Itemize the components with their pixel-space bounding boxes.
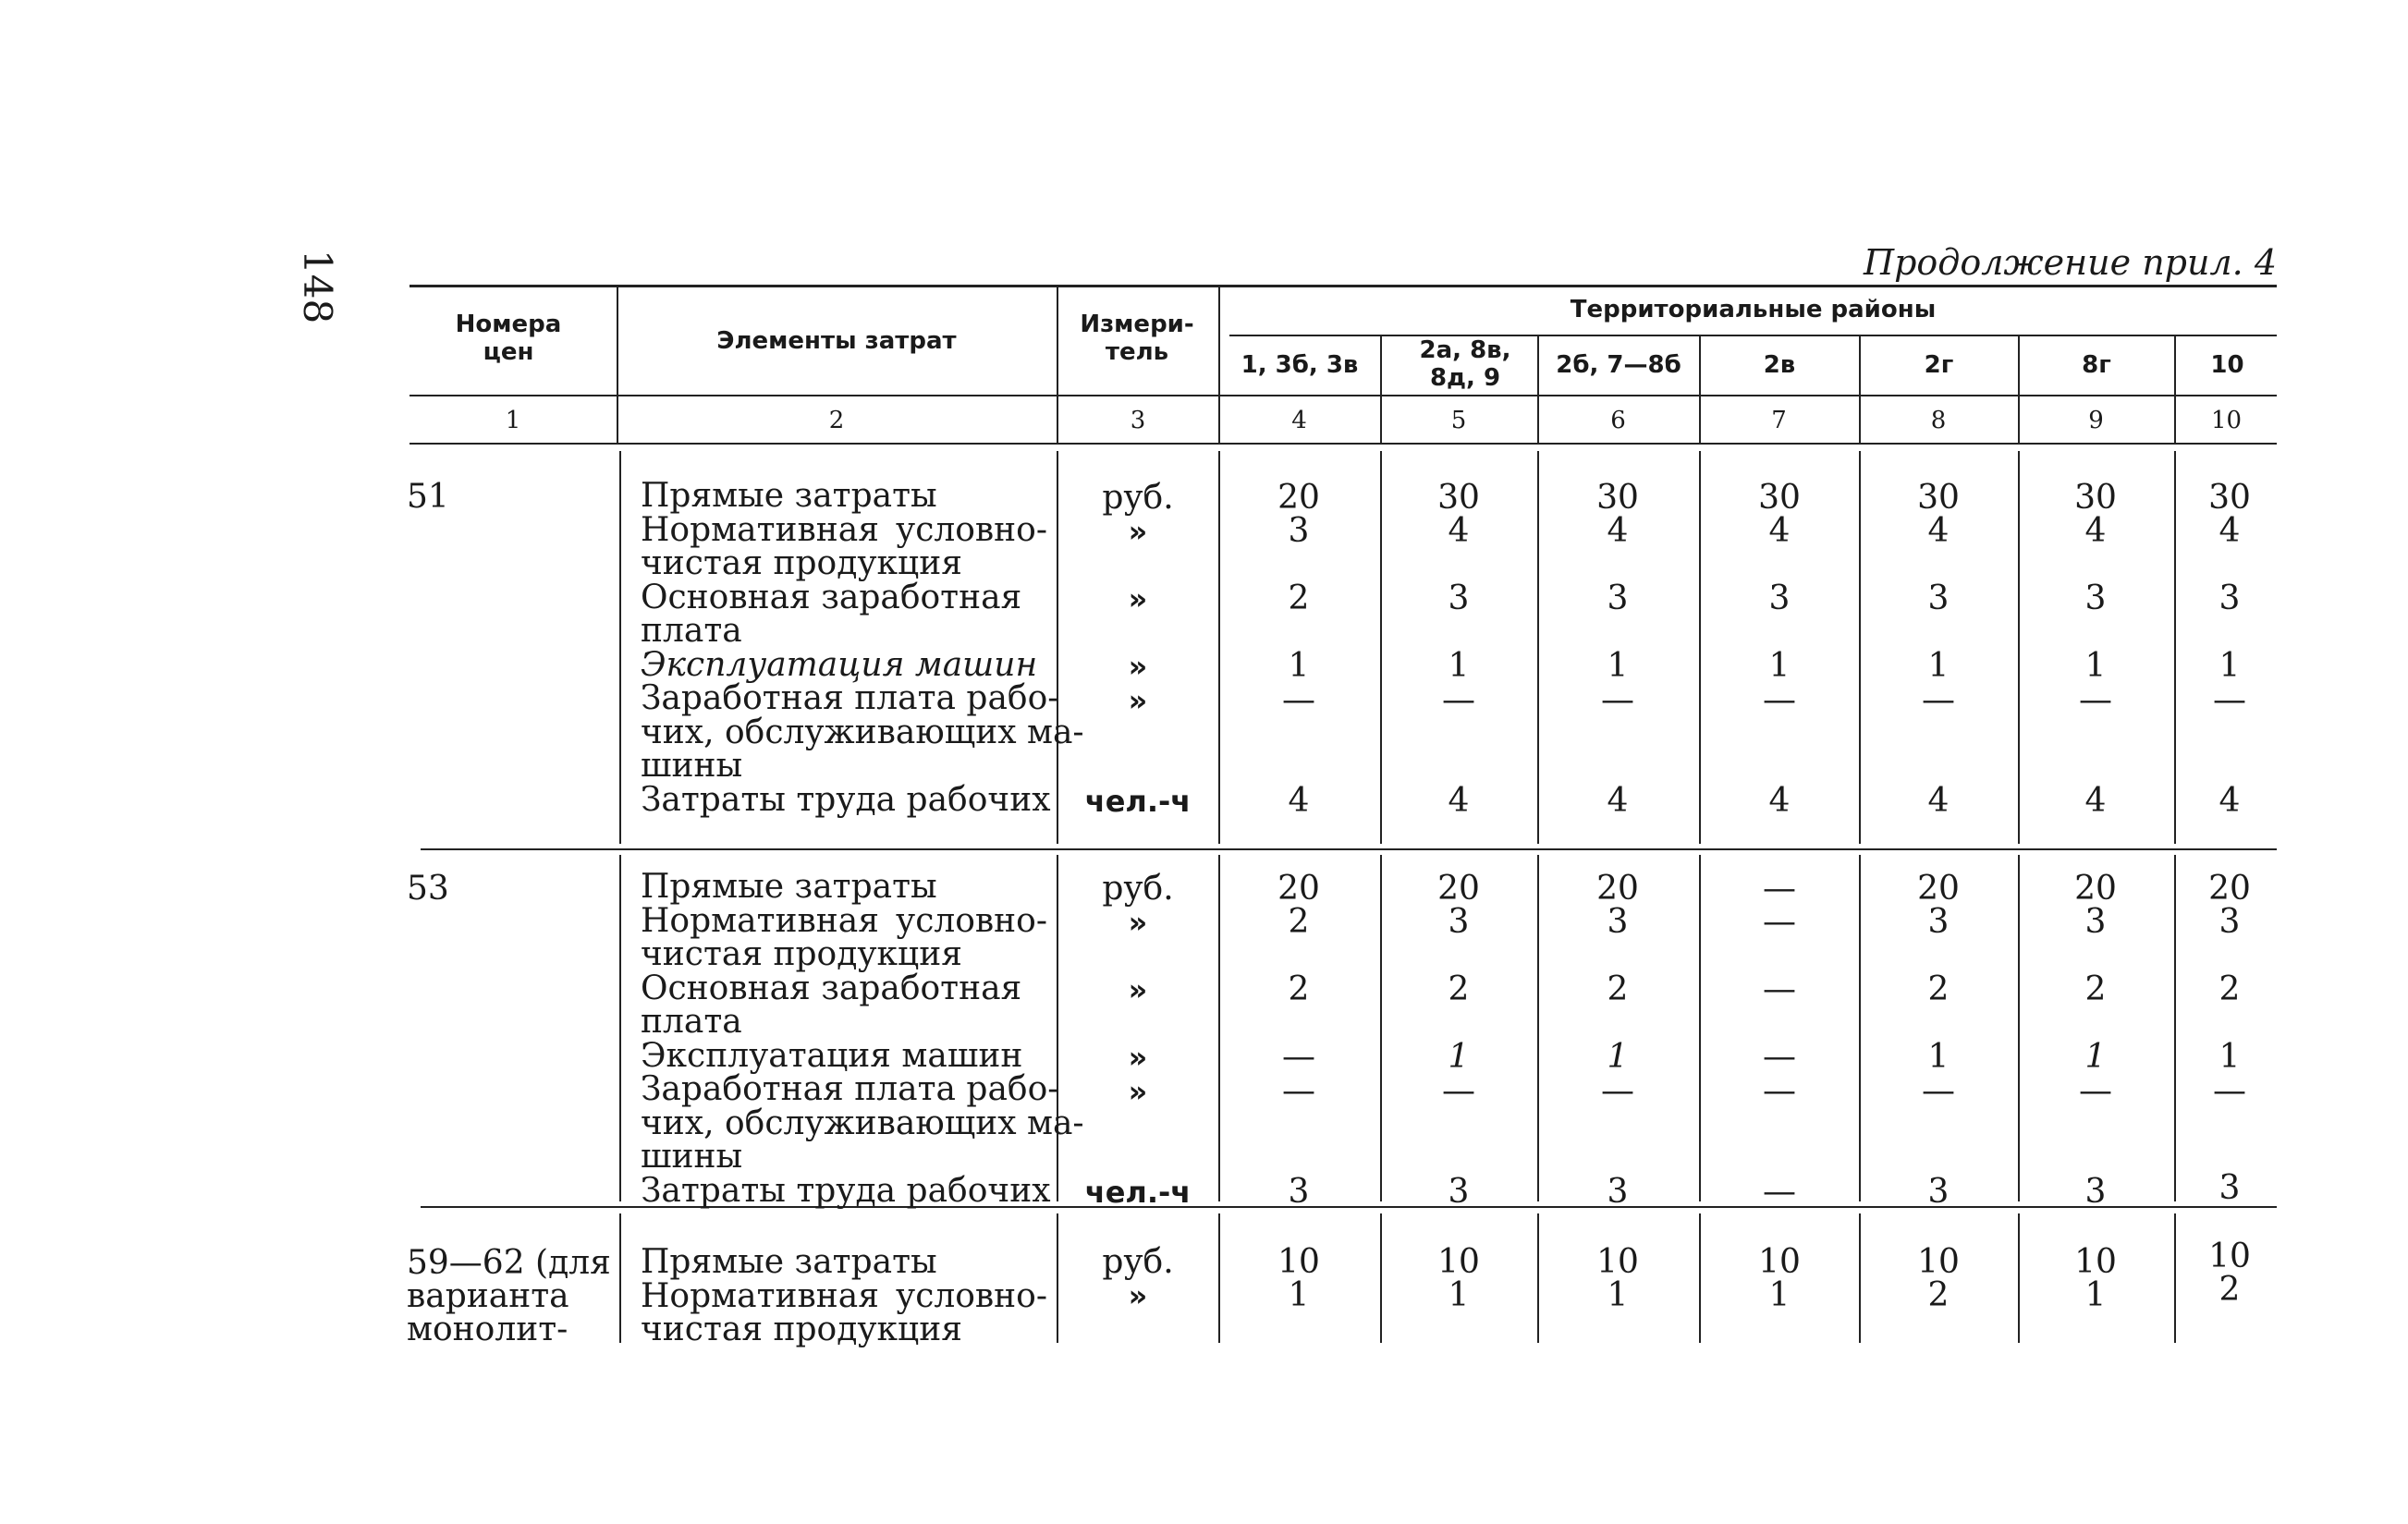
colnum-3: 3	[1130, 407, 1146, 434]
value-cell: 20	[1437, 870, 1480, 908]
elements-list	[641, 1243, 1047, 1348]
value-cell: 1	[1607, 1038, 1629, 1076]
header-prices: Номера цен	[455, 311, 562, 366]
element-line: Нормативная условно-	[641, 1276, 1047, 1315]
price-number: 51	[407, 478, 449, 516]
value-cell: —	[1442, 1072, 1475, 1110]
elements-list	[641, 868, 1084, 1210]
unit-cell: »	[1128, 581, 1148, 616]
element-line: шины	[641, 747, 743, 785]
value-cell: 3	[1607, 579, 1629, 617]
unit-cell: руб.	[1102, 1243, 1174, 1281]
value-cell: 3	[2219, 579, 2241, 617]
header-unit: Измери-тель	[1080, 311, 1194, 366]
value-cell: 3	[2219, 903, 2241, 941]
value-cell: 4	[2084, 782, 2107, 820]
region-col-10: 10	[2210, 351, 2244, 379]
value-cell: 3	[2084, 1173, 2107, 1211]
value-cell: 1	[1288, 647, 1310, 685]
value-cell: —	[1601, 1072, 1634, 1110]
value-cell: 20	[2074, 870, 2117, 908]
header-bottom-rule	[409, 395, 2277, 396]
value-cell: 3	[1768, 579, 1791, 617]
value-cell: 4	[1768, 512, 1791, 550]
value-cell: 20	[2208, 870, 2251, 908]
value-cell: —	[2213, 681, 2246, 719]
value-cell: 20	[1277, 870, 1320, 908]
element-line: Прямые затраты	[641, 477, 937, 515]
value-cell: —	[1601, 681, 1634, 719]
value-cell: —	[1763, 1173, 1796, 1211]
value-cell: 3	[1288, 1173, 1310, 1211]
colnum-2: 2	[828, 407, 845, 434]
value-cell: 3	[2219, 1169, 2241, 1207]
element-line: чих, обслуживающих ма-	[641, 1103, 1084, 1142]
value-cell: 4	[2219, 512, 2241, 550]
value-cell: 2	[1288, 903, 1310, 941]
value-cell: 1	[1448, 1038, 1470, 1076]
value-cell: 10	[2074, 1243, 2117, 1281]
element-line: плата	[641, 612, 742, 650]
value-cell: 1	[1448, 1276, 1470, 1314]
header-regions: Территориальные районы	[1570, 296, 1937, 323]
value-cell: 2	[2219, 1271, 2241, 1309]
unit-cell: »	[1128, 1278, 1148, 1313]
value-cell: —	[2079, 681, 2112, 719]
value-cell: —	[1282, 1038, 1315, 1076]
element-line: Затраты труда рабочих	[641, 780, 1051, 819]
value-cell: —	[1763, 903, 1796, 941]
unit-cell: руб.	[1102, 479, 1174, 517]
value-cell: 10	[1596, 1243, 1639, 1281]
vline-2	[1057, 285, 1058, 443]
region-col-5: 2а, 8в, 8д, 9	[1419, 336, 1511, 392]
value-cell: 3	[2084, 579, 2107, 617]
element-line: Нормативная условно-	[641, 510, 1047, 549]
price-number: варианта	[407, 1277, 569, 1315]
region-col-7: 2в	[1763, 351, 1796, 379]
page-number: 148	[295, 250, 340, 324]
value-cell: 2	[1288, 970, 1310, 1008]
value-cell: 2	[1288, 579, 1310, 617]
element-line: Прямые затраты	[641, 1243, 937, 1281]
element-line: чистая продукция	[641, 935, 962, 973]
value-cell: 30	[1758, 479, 1801, 517]
value-cell: 1	[1288, 1276, 1310, 1314]
value-cell: 2	[2084, 970, 2107, 1008]
element-line: Заработная плата рабо-	[641, 1070, 1059, 1108]
value-cell: 3	[1288, 512, 1310, 550]
value-cell: —	[1763, 681, 1796, 719]
element-line: шины	[641, 1138, 743, 1176]
value-cell: 2	[1607, 970, 1629, 1008]
unit-cell: »	[1128, 649, 1148, 684]
element-line: Нормативная условно-	[641, 901, 1047, 940]
value-cell: 1	[2219, 647, 2241, 685]
value-cell: 4	[2084, 512, 2107, 550]
value-cell: 1	[1927, 1038, 1950, 1076]
group-separator-1	[421, 848, 2277, 850]
unit-cell: чел.-ч	[1084, 784, 1192, 819]
value-cell: —	[1282, 681, 1315, 719]
value-cell: 20	[1917, 870, 1960, 908]
element-line: чих, обслуживающих ма-	[641, 713, 1084, 751]
value-cell: 30	[1596, 479, 1639, 517]
value-cell: 20	[1596, 870, 1639, 908]
colnum-8: 8	[1930, 407, 1947, 434]
price-number: 59—62 (для	[407, 1244, 611, 1282]
element-line: чистая продукция	[641, 1311, 962, 1348]
numbers-bottom-rule	[409, 443, 2277, 445]
value-cell: 10	[1437, 1243, 1480, 1281]
table-top-rule	[409, 285, 2277, 287]
region-col-6: 2б, 7—8б	[1556, 351, 1681, 379]
value-cell: 4	[1448, 782, 1470, 820]
value-cell: —	[1442, 681, 1475, 719]
regions-rule	[1229, 335, 2277, 336]
value-cell: 4	[1288, 782, 1310, 820]
value-cell: 1	[1768, 647, 1791, 685]
value-cell: 3	[1448, 903, 1470, 941]
value-cell: 1	[1768, 1276, 1791, 1314]
value-cell: 4	[1607, 782, 1629, 820]
value-cell: 10	[2208, 1237, 2251, 1275]
value-cell: 3	[1448, 1173, 1470, 1211]
colnum-1: 1	[505, 407, 521, 434]
value-cell: 10	[1917, 1243, 1960, 1281]
value-cell: 30	[2208, 479, 2251, 517]
value-cell: —	[1763, 870, 1796, 908]
value-cell: 30	[1437, 479, 1480, 517]
element-line: Эксплуатация машин	[641, 1036, 1023, 1075]
value-cell: 30	[2074, 479, 2117, 517]
value-cell: 3	[1927, 1173, 1950, 1211]
continuation-caption: Продолжение прил. 4	[1863, 242, 2277, 283]
value-cell: 4	[1768, 782, 1791, 820]
value-cell: 3	[1607, 903, 1629, 941]
colnum-5: 5	[1450, 407, 1467, 434]
value-cell: —	[2079, 1072, 2112, 1110]
value-cell: 4	[1927, 782, 1950, 820]
value-cell: 2	[2219, 970, 2241, 1008]
element-line: Прямые затраты	[641, 868, 937, 906]
value-cell: 1	[2084, 1276, 2107, 1314]
unit-cell: »	[1128, 905, 1148, 940]
value-cell: 30	[1917, 479, 1960, 517]
value-cell: 3	[1927, 579, 1950, 617]
value-cell: 1	[2219, 1038, 2241, 1076]
colnum-10: 10	[2210, 407, 2243, 434]
value-cell: —	[1282, 1072, 1315, 1110]
value-cell: 10	[1277, 1243, 1320, 1281]
unit-cell: чел.-ч	[1084, 1175, 1192, 1210]
region-col-4: 1, 3б, 3в	[1241, 351, 1359, 379]
value-cell: —	[1763, 970, 1796, 1008]
value-cell: 4	[1607, 512, 1629, 550]
value-cell: 3	[2084, 903, 2107, 941]
header-elements: Элементы затрат	[716, 327, 957, 355]
colnum-9: 9	[2088, 407, 2104, 434]
unit-cell: »	[1128, 514, 1148, 549]
value-cell: 3	[1607, 1173, 1629, 1211]
element-line: Эксплуатация машин	[641, 645, 1038, 684]
value-cell: —	[1922, 1072, 1955, 1110]
element-line: Затраты труда рабочих	[641, 1171, 1051, 1210]
unit-cell: »	[1128, 1074, 1148, 1109]
unit-cell: »	[1128, 1040, 1148, 1075]
colnum-6: 6	[1610, 407, 1626, 434]
price-number: монолит-	[407, 1311, 568, 1348]
value-cell: 4	[2219, 782, 2241, 820]
element-line: чистая продукция	[641, 544, 962, 582]
value-cell: 1	[2084, 1038, 2107, 1076]
vline-1	[617, 285, 618, 443]
unit-cell: »	[1128, 683, 1148, 718]
value-cell: 4	[1448, 512, 1470, 550]
value-cell: —	[1763, 1038, 1796, 1076]
elements-list	[641, 477, 1084, 819]
value-cell: 1	[1607, 647, 1629, 685]
unit-cell: »	[1128, 972, 1148, 1007]
value-cell: —	[1763, 1072, 1796, 1110]
value-cell: 1	[1927, 647, 1950, 685]
value-cell: 2	[1927, 970, 1950, 1008]
region-col-9: 8г	[2082, 351, 2111, 379]
value-cell: 2	[1448, 970, 1470, 1008]
value-cell: 3	[1927, 903, 1950, 941]
colnum-7: 7	[1771, 407, 1787, 434]
price-number: 53	[407, 870, 449, 908]
value-cell: 1	[2084, 647, 2107, 685]
value-cell: 3	[1448, 579, 1470, 617]
value-cell: 1	[1607, 1276, 1629, 1314]
colnum-4: 4	[1291, 407, 1307, 434]
value-cell: 10	[1758, 1243, 1801, 1281]
unit-cell: руб.	[1102, 870, 1174, 908]
value-cell: —	[2213, 1072, 2246, 1110]
element-line: Заработная плата рабо-	[641, 679, 1059, 717]
element-line: плата	[641, 1003, 742, 1041]
element-line: Основная заработная	[641, 578, 1022, 616]
region-col-8: 2г	[1924, 351, 1954, 379]
value-cell: 2	[1927, 1276, 1950, 1314]
value-cell: 20	[1277, 479, 1320, 517]
value-cell: —	[1922, 681, 1955, 719]
element-line: Основная заработная	[641, 969, 1022, 1007]
value-cell: 1	[1448, 647, 1470, 685]
value-cell: 4	[1927, 512, 1950, 550]
